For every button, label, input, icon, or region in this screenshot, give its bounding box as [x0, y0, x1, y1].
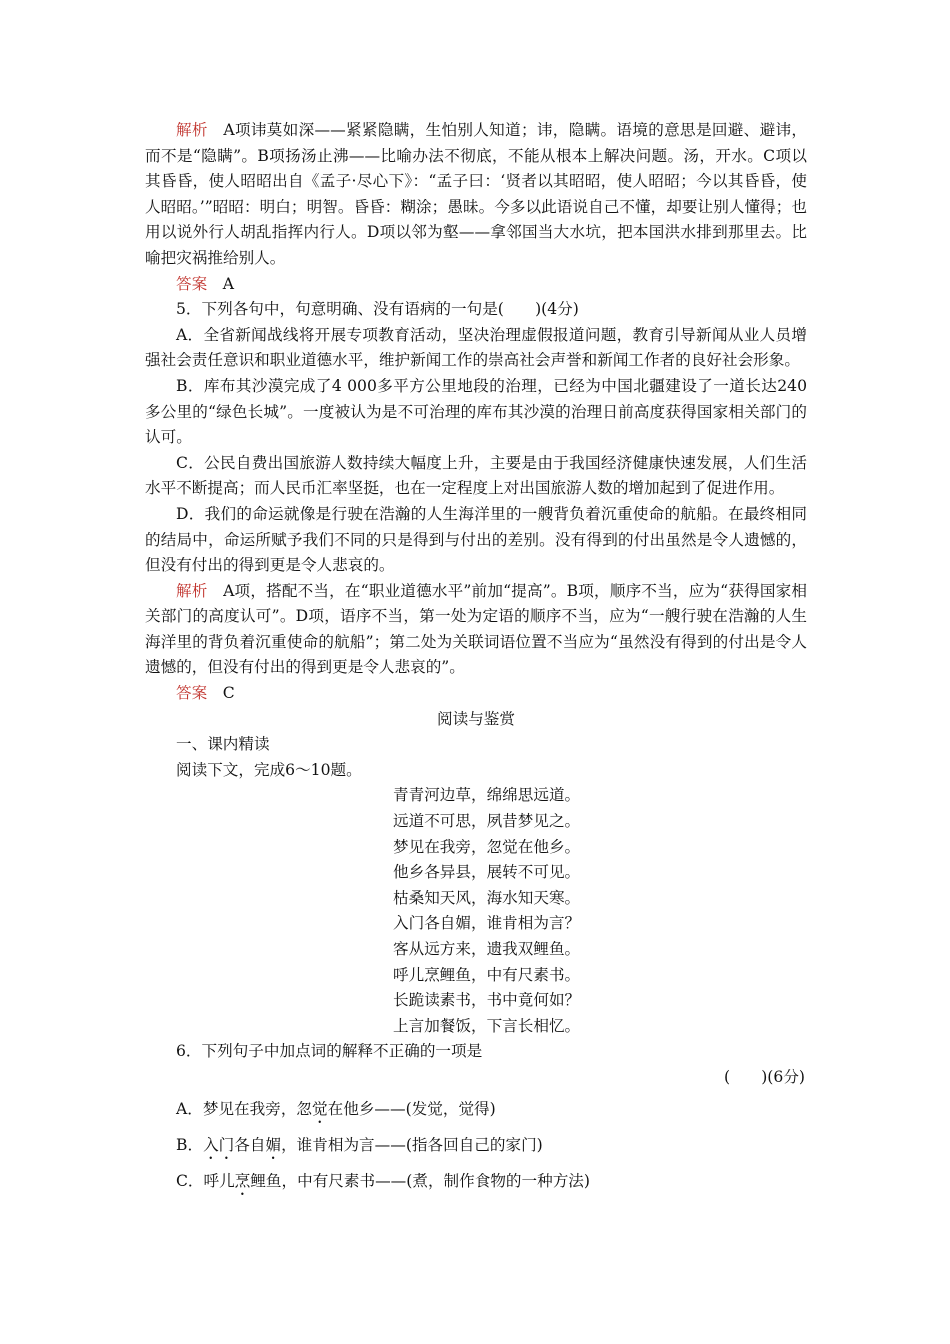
option-text: 在他乡——(发觉，觉得) [327, 1099, 496, 1118]
question-6-option-a [145, 1095, 807, 1127]
poem-line: 梦见在我旁，忽觉在他乡。 [393, 837, 581, 856]
question-5-option-c: C．公民自费出国旅游人数持续大幅度上升，主要是由于我国经济健康快速发展，人们生活水平不断提高；而人民币汇率坚挺，也在一定程度上对出国旅游人数的增加起到了促进作用。 [145, 453, 807, 498]
dotted-word: 媚 [265, 1135, 282, 1154]
analysis-label: 解析 [176, 581, 208, 600]
section-title: 阅读与鉴赏 [437, 709, 515, 728]
poem-line: 青青河边草，绵绵思远道。 [393, 786, 581, 805]
poem-line: 长跪读素书，书中竟何如？ [393, 991, 581, 1010]
question-5-option-b: B．库布其沙漠完成了4 000多平方公里地段的治理，已经为中国北疆建设了一道长达240多公里的“绿色长城”。一度被认为是不可治理的库布其沙漠的治理日前高度获得国家相关部门的认可。 [145, 376, 807, 447]
option-text: 各自 [234, 1135, 266, 1154]
question-5-option-d: D．我们的命运就像是行驶在浩瀚的人生海洋里的一艘背负着沉重使命的航船。在最终相同的结局中，命运所赋予我们不同的只是得到与付出的差别。没有得到的付出虽然是令人遗憾的，但没有付出的得到更是令人悲哀的。 [145, 504, 807, 575]
poem-line: 他乡各异县，展转不可见。 [393, 863, 581, 882]
option-text: ，谁肯相为言——(指各回自己的家门) [281, 1135, 543, 1154]
answer-value: A [222, 274, 235, 293]
analysis-paragraph-2 [145, 579, 807, 681]
option-text: C．呼儿 [176, 1171, 235, 1190]
answer-label: 答案 [176, 684, 208, 703]
analysis-paragraph-1 [145, 118, 807, 272]
analysis-text: A项讳莫如深——紧紧隐瞒，生怕别人知道；讳，隐瞒。语境的意思是回避、避讳，而不是“隐瞒”。B项扬汤止沸——比喻办法不彻底，不能从根本上解决问题。汤，开水。C项以其昏昏，使人昭昭出自《孟子·尽心下》：“孟子曰：‘贤者以其昭昭，使人昭昭；今以其昏昏，使人昭昭。’”昭昭：明白；明智。昏昏：糊涂；愚昧。今多以此语说自己不懂，却要让别人懂得；也用以说外行人胡乱指挥内行人。D项以邻为壑——拿邻国当大水坑，把本国洪水排到那里去。比喻把灾祸推给别人。 [145, 121, 807, 267]
answer-label: 答案 [176, 274, 208, 293]
option-text: B． [176, 1135, 204, 1154]
question-6-option-c [145, 1167, 807, 1199]
option-text: 鲤鱼，中有尺素书——(煮，制作食物的一种方法) [250, 1171, 590, 1190]
poem [393, 783, 807, 1039]
answer-value: C [222, 684, 235, 703]
poem-line: 上言加餐饭，下言长相忆。 [393, 1016, 581, 1035]
answer-line-2 [145, 681, 807, 707]
poem-line: 枯桑知天风，海水知天寒。 [393, 888, 581, 907]
question-6-score: ( )(6分) [723, 1067, 805, 1086]
poem-line: 入门各自媚，谁肯相为言？ [393, 914, 581, 933]
question-5-stem: 5．下列各句中，句意明确、没有语病的一句是( )(4分) [176, 300, 579, 319]
option-text: A．梦见在我旁，忽 [176, 1099, 313, 1118]
poem-line: 呼儿烹鲤鱼，中有尺素书。 [393, 965, 581, 984]
analysis-label: 解析 [176, 121, 208, 139]
reading-instruction: 阅读下文，完成6～10题。 [176, 760, 362, 779]
question-6-option-b [145, 1131, 807, 1163]
poem-line: 远道不可思，夙昔梦见之。 [393, 812, 581, 831]
question-6-stem: 6．下列句子中加点词的解释不正确的一项是 [176, 1042, 483, 1061]
section-subtitle: 一、课内精读 [176, 735, 270, 754]
dotted-word: 入门 [203, 1135, 235, 1154]
answer-line-1 [145, 272, 807, 298]
question-5-option-a: A．全省新闻战线将开展专项教育活动，坚决治理虚假报道问题，教育引导新闻从业人员增强社会责任意识和职业道德水平，维护新闻工作的崇高社会声誉和新闻工作者的良好社会形象。 [145, 325, 807, 370]
dotted-word: 觉 [312, 1099, 328, 1118]
poem-line: 客从远方来，遗我双鲤鱼。 [393, 940, 581, 958]
analysis-text: A项，搭配不当，在“职业道德水平”前加“提高”。B项，顺序不当，应为“获得国家相关部门的高度认可”。D项，语序不当，第一处为定语的顺序不当，应为“一艘行驶在浩瀚的人生海洋里的背负着沉重使命的航船”；第二处为关联词语位置不当应为“虽然没有得到的付出是令人遗憾的，但没有付出的得到更是令人悲哀的”。 [145, 581, 807, 677]
dotted-word: 烹 [234, 1171, 251, 1190]
document-page [145, 118, 807, 1199]
